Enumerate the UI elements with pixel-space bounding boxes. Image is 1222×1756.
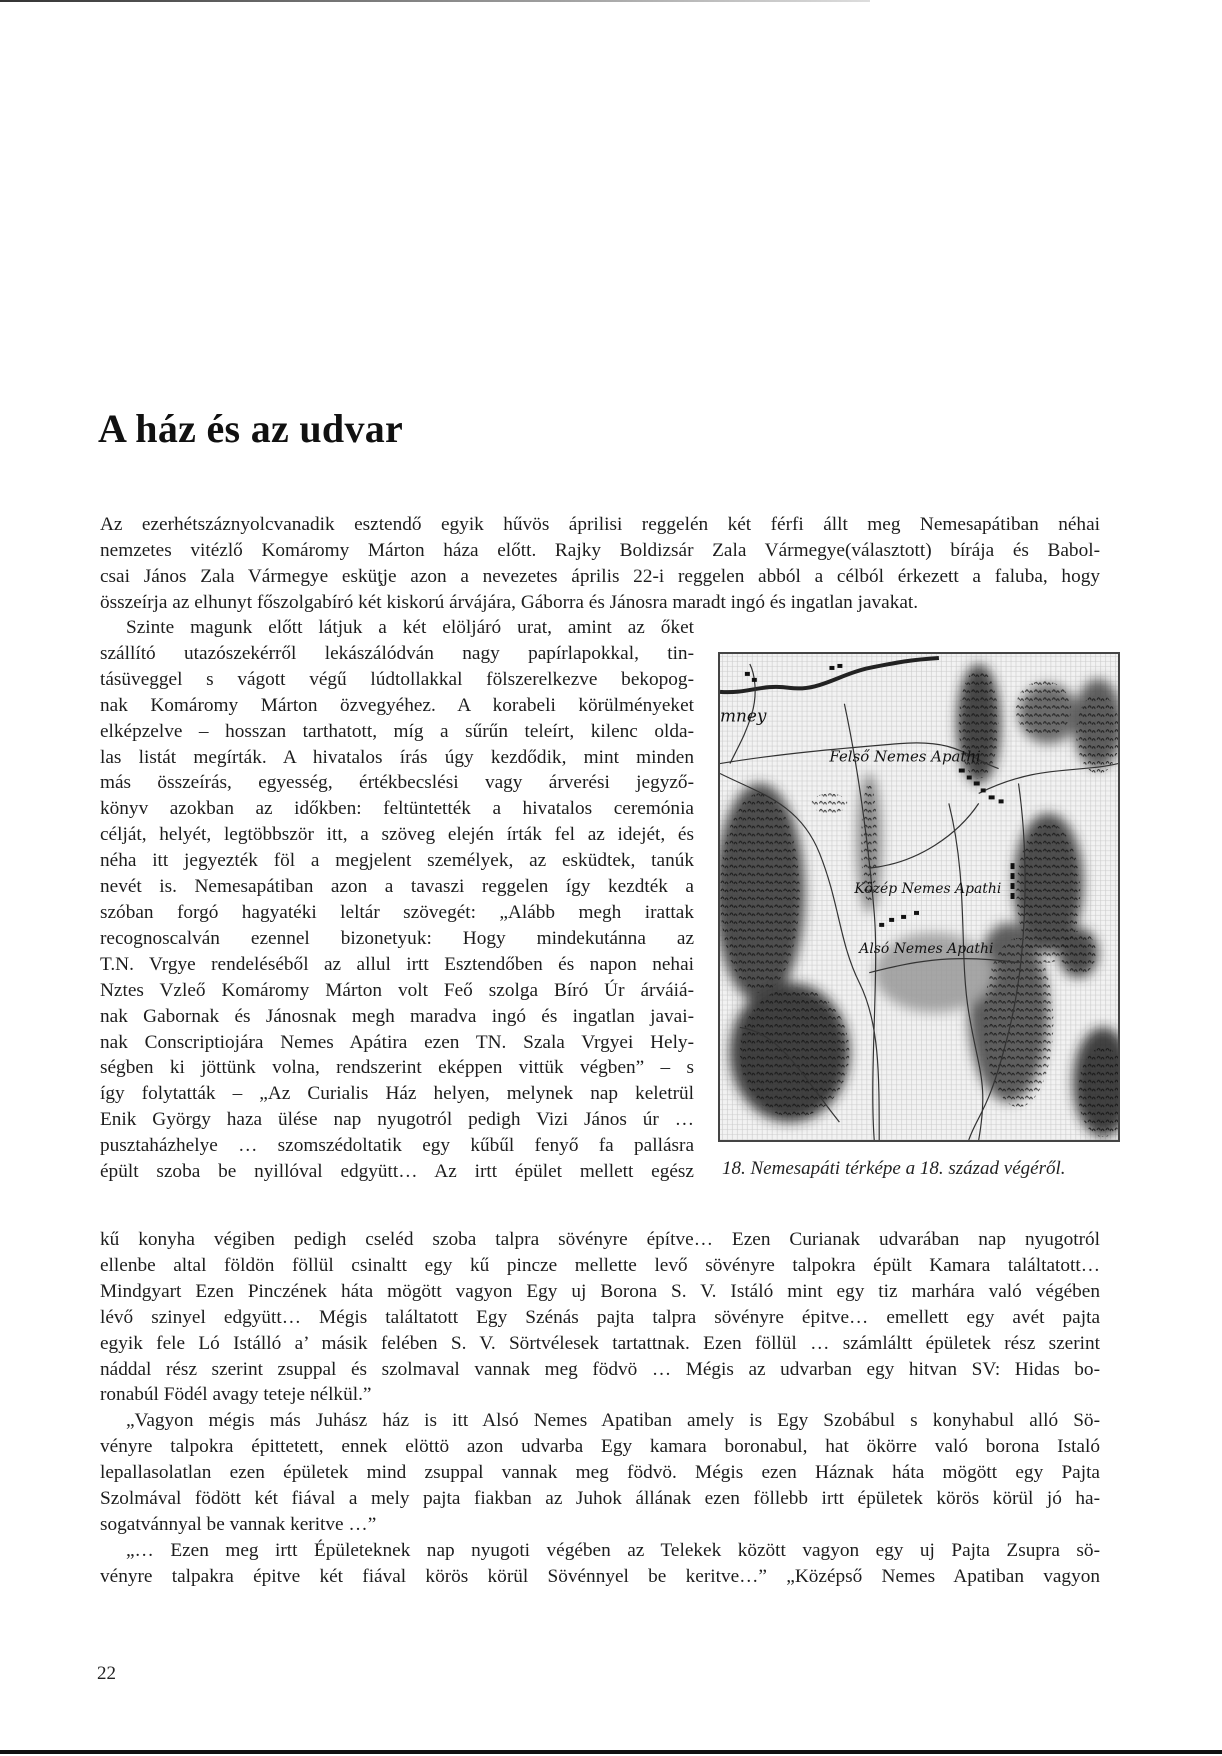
text-line: nevét is. Nemesapátiban azon a tavaszi reggelen így kezdték a xyxy=(100,876,694,898)
text-line: vényre talpokra épittetett, ennek elöttö azon udvarba Egy kamara boronabul, hat ökörre való borona Istaló xyxy=(100,1436,1100,1458)
text-line: szállító utazószekérről lekászálódván nagy papírlapokkal, tin- xyxy=(100,642,694,664)
text-line: vényre talpakra épitve két fiával körös körül Sövénnyel be keritve…” „Középső Nemes Apatiban vagyon xyxy=(100,1565,1100,1587)
text-line: Az ezerhétszáznyolcvanadik esztendő egyik hűvös áprilisi reggelén két férfi állt meg Nemesapátiban néhai xyxy=(100,514,1100,535)
text-line: egyik fele Ló Istálló a’ másik felében S. V. Sörtvélesek tartattnak. Ezen föllül … számláltt épületek rész szerint xyxy=(100,1332,1100,1354)
text-line: Nztes Vzleő Komáromy Márton volt Feő szolga Bíró Úr árváiá- xyxy=(100,979,694,1001)
text-line: tásüveggel s vágott végű lúdtollakkal fölszerelkezve bekopog- xyxy=(100,668,694,690)
text-line: összeírja az elhunyt főszolgabíró két kiskorú árvájára, Gáborra és Jánosra maradt ingó és ingatlan javakat. xyxy=(100,591,919,613)
figure-caption: 18. Nemesapáti térképe a 18. század végéről. xyxy=(722,1158,1066,1179)
intro-paragraph xyxy=(100,512,1100,616)
text-line: pusztaházhelye … szomszédoltatik egy kűbűl fenyő fa pallásra xyxy=(100,1135,694,1157)
text-line: Mindgyart Ezen Pinczének háta mögött vagyon Egy uj Borona S. V. Istáló mint egy tiz marhára való végében xyxy=(100,1280,1100,1302)
text-line: épült szoba be nyillóval edgyütt… Az irtt épület mellett egész xyxy=(100,1161,694,1183)
text-line: ellenbe altal földön föllül csinaltt egy kű pincze mellette levő sövényre talpokra épült Kamara találtatott… xyxy=(100,1254,1100,1276)
text-line: nak Conscriptiojára Nemes Apátira ezen TN. Szala Vrgyei Hely- xyxy=(100,1031,694,1053)
text-line: „… Ezen meg irtt Épületeknek nap nyugoti végében az Telekek között vagyon egy uj Pajta Zsupra sö- xyxy=(126,1539,1100,1561)
map-label-top-left: mney xyxy=(720,705,767,726)
page-title: A ház és az udvar xyxy=(98,406,404,451)
text-line: célját, helyét, legtöbbször itt, a szöveg elején írták fel az idejét, és xyxy=(100,824,694,846)
map-figure xyxy=(718,652,1120,1142)
text-line: las listát megírták. A hivatalos írás úgy kezdődik, mint minden xyxy=(100,746,694,768)
text-line: ronabúl Födél avagy teteje nélkül.” xyxy=(100,1384,372,1406)
text-line: Szolmával födött két fiával a mely pajta fiakban az Juhok állának ezen föllebb irtt épületek körös körül jó ha- xyxy=(100,1488,1100,1510)
text-line: nemzetes vitézlő Komáromy Márton háza előtt. Rajky Boldizsár Zala Vármegye(választott) bírája és Babol- xyxy=(100,539,1100,561)
text-line: ségben ki jöttünk volna, rendszerint eképpen vittük végben” – s xyxy=(100,1057,694,1079)
text-line: lévő szinyel edgyütt… Mégis találtatott Egy Szénás pajta talpra sövényre épitve… emellett egy avét pajta xyxy=(100,1306,1100,1328)
text-line: náddal rész szerint zsuppal és szolmaval vannak meg födvö … Mégis az udvarban egy hitvan SV: Hidas bo- xyxy=(100,1358,1100,1380)
text-line: sogatvánnyal be vannak keritve …” xyxy=(100,1513,377,1535)
body-column-paragraph xyxy=(100,615,694,1185)
text-line: elképzelve – hosszan tarthatott, míg a sűrűn teleírt, kilenc olda- xyxy=(100,720,694,742)
text-line: nak Gabornak és Jánosnak megh maradva ingó és ingatlan javai- xyxy=(100,1005,694,1027)
text-line: recognoscalván ezennel bizonetyuk: Hogy mindekutánna az xyxy=(100,927,694,949)
historical-map-image xyxy=(720,654,1118,1140)
text-line: Enik György haza ülése nap nyugotról pedigh Vizi János úr … xyxy=(100,1109,694,1131)
text-line: lepallasolatlan ezen épületek mind zsuppal vannak meg födvö. Mégis ezen Háznak háta mögött egy Pajta xyxy=(100,1462,1100,1484)
body-wide-paragraphs xyxy=(100,1227,1100,1590)
text-line: Szinte magunk előtt látjuk a két elöljáró urat, amint az őket xyxy=(126,617,694,638)
text-line: nak Komáromy Márton özvegyéhez. A korabeli körülményeket xyxy=(100,694,694,716)
text-line: szóban forgó hagyatéki leltár szövegét: „Alább megh irattak xyxy=(100,901,694,923)
scan-bottom-edge xyxy=(0,1750,1222,1754)
text-line: így folytatták – „Az Curialis Ház helyen, melynek nap keletrül xyxy=(100,1083,694,1105)
map-label-also: Alsó Nemes Apathi xyxy=(859,940,994,957)
text-line: kű konyha végiben pedigh cseléd szoba talpra sövényre építve… Ezen Curianak udvarában nap nyugotról xyxy=(100,1229,1100,1250)
map-label-kozep: Közép Nemes Apathi xyxy=(854,881,1002,898)
text-line: csai János Zala Vármegye esküţje azon a nevezetes április 22-i reggelen abból a célból érkezett a faluba, hogy xyxy=(100,565,1100,587)
text-line: néha itt jegyezték föl a megjelent személyek, az esküdtek, tanúk xyxy=(100,850,694,872)
page-number: 22 xyxy=(97,1663,116,1684)
text-line: könyv azokban az időkben: feltüntették a hivatalos ceremónia xyxy=(100,798,694,820)
scan-top-edge xyxy=(0,0,870,2)
text-line: „Vagyon mégis más Juhász ház is itt Alsó Nemes Apatiban amely is Egy Szobábul s konyhabul alló Sö- xyxy=(126,1410,1100,1432)
map-label-felso: Felső Nemes Apathi xyxy=(829,747,981,766)
text-line: T.N. Vrgye rendeléséből az allul irtt Esztendőben és napon nehai xyxy=(100,953,694,975)
text-line: más összeírás, egyesség, értékbecslési vagy árverési jegyző- xyxy=(100,772,694,794)
